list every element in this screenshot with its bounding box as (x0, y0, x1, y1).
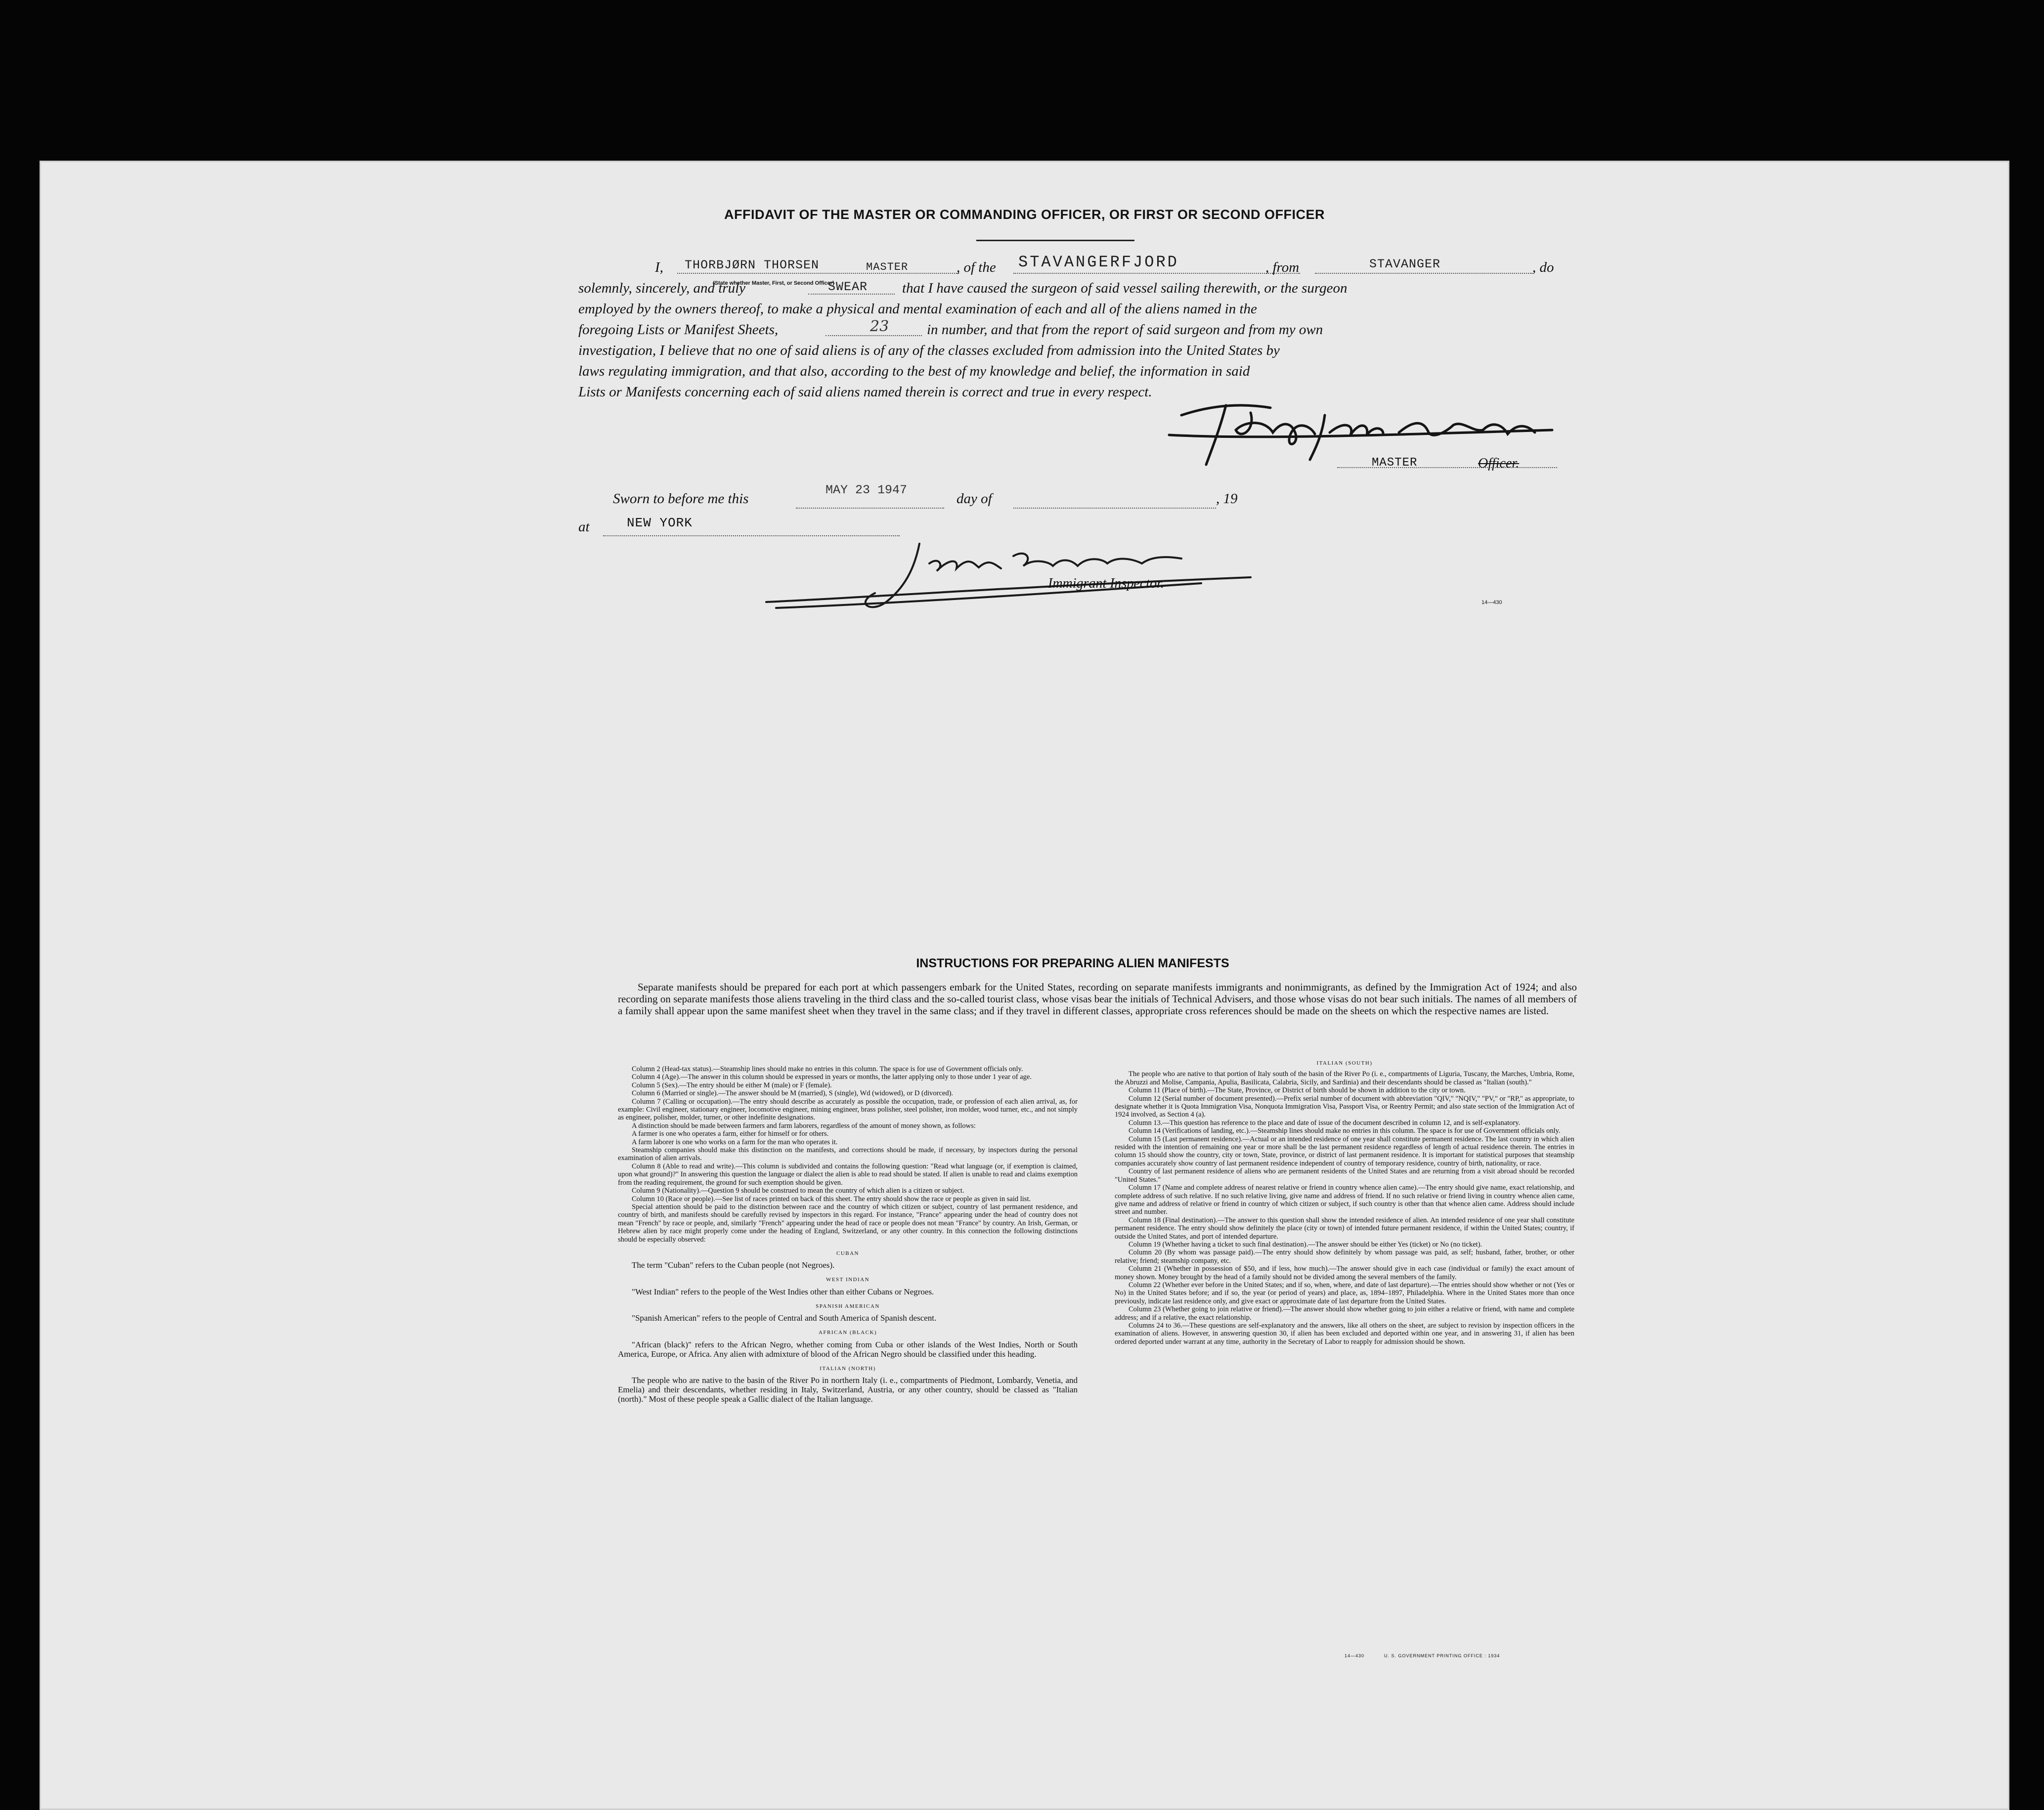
at-text: at (578, 519, 590, 535)
instruction-paragraph: Column 10 (Race or people).—See list of races printed on back of this sheet. The entry should show the race or people as given in said list. (632, 1195, 1031, 1203)
affidavit-line-4 (578, 319, 1560, 340)
sworn-lead: Sworn to before me this (613, 491, 749, 507)
instruction-paragraph: "West Indian" refers to the people of the West Indies other than either Cubans or Negroes. (632, 1287, 934, 1296)
instructions-right-column (1115, 1059, 1574, 1346)
footer-form-number: 14—430 (1345, 1653, 1365, 1658)
instruction-paragraph: Column 17 (Name and complete address of nearest relative or friend in country whence alien came).—The entry should give name, exact relationship, and complete address of such relative. If no such relative living, give name and address of friend. If no such relative or friend living in country whence alien came, give name and address of relative or friend in country of which citizen or subject, if such country is other than that whence alien came. Address should include street and number. (1115, 1184, 1574, 1216)
instruction-paragraph: Column 19 (Whether having a ticket to such final destination).—The answer should be either Yes (ticket) or No (no ticket). (1129, 1240, 1482, 1249)
instruction-paragraph: Column 9 (Nationality).—Question 9 should be construed to mean the country of which alien is a citizen or subject. (632, 1187, 964, 1195)
instruction-paragraph: The people who are native to that portion of Italy south of the basin of the River Po (i. e., compartments of Liguria, Tuscany, the Marches, Umbria, Rome, the Abruzzi and Molise, Campania, Apulia, Basilicata, Calabria, Sicily, and Sardinia) and their descendants should be classed as "Italian (south)." (1115, 1070, 1574, 1086)
instructions-intro: Separate manifests should be prepared for each port at which passengers embark for the United States, recording on separate manifests immigrants and nonimmigrants, as defined by the Immigration Act of 1924; and also recording on separate manifests those aliens traveling in the third class and the so-called tourist class, whose visas bear the initials of Technical Advisers, and those whose visas do not bear such initials. The names of all members of a family shall appear upon the same manifest sheet when they travel in the same class; and if they travel in different classes, appropriate cross references should be made on the sheets on which the respective names are listed. (618, 981, 1577, 1017)
officer-rank: MASTER (866, 261, 909, 273)
instruction-paragraph: Column 4 (Age).—The answer in this column should be expressed in years or months, the latter applying only to those under 1 year of age. (632, 1073, 1032, 1081)
instruction-paragraph: Steamship companies should make this distinction on the manifests, and corrections should be made, if necessary, by inspectors during the personal examination of alien arrivals. (618, 1146, 1078, 1163)
section-heading: ITALIAN (NORTH) (820, 1365, 876, 1372)
instruction-paragraph: The term "Cuban" refers to the Cuban people (not Negroes). (632, 1260, 835, 1270)
day-of-text: day of (957, 491, 992, 507)
instruction-paragraph: A distinction should be made between farmers and farm laborers, regardless of the amount of money shown, as follows: (632, 1121, 976, 1130)
instruction-paragraph: Column 5 (Sex).—The entry should be either M (male) or F (female). (632, 1081, 832, 1089)
instructions-left-column (618, 1065, 1078, 1404)
signer-title-printed: Officer. (1478, 456, 1520, 471)
do-text: , do (1532, 259, 1554, 275)
ship-blank (1013, 273, 1300, 274)
from-text: , from (1265, 259, 1300, 275)
instructions-title: INSTRUCTIONS FOR PREPARING ALIEN MANIFESTS (916, 956, 1229, 970)
year-prefix: , 19 (1216, 491, 1238, 507)
section-heading: WEST INDIAN (826, 1277, 870, 1283)
affidavit-lead: I, (655, 259, 663, 275)
instruction-paragraph: Column 14 (Verifications of landing, etc.).—Steamship lines should make no entries in this column. The space is for use of Government officials only. (1129, 1127, 1561, 1135)
instruction-paragraph: Country of last permanent residence of aliens who are permanent residents of the United States and are returning from a visit abroad should be recorded "United States." (1115, 1167, 1574, 1184)
signature-line (1337, 467, 1557, 468)
affidavit-body (578, 253, 1560, 402)
section-heading: AFRICAN (BLACK) (818, 1330, 877, 1336)
instruction-paragraph: Column 12 (Serial number of document presented).—Prefix serial number of document with abbreviation "QIV," "NQIV," "PV," or "RP," as appropriate, to designate whether it is Quota Immigration Visa, Nonquota Immigration Visa, Passport Visa, or Reentry Permit; and also state section of the Immigration Act of 1924 involved, as Section 4 (a). (1115, 1094, 1574, 1119)
instruction-paragraph: Column 21 (Whether in possession of $50, and if less, how much).—The answer should give in each case (individual or family) the exact amount of money shown. Money brought by the head of a family should not be divided among the several members of the family. (1115, 1265, 1574, 1281)
affidavit-text: foregoing Lists or Manifest Sheets, (578, 322, 779, 338)
inspector-title: Immigrant Inspector. (1048, 576, 1164, 591)
instruction-paragraph: Column 15 (Last permanent residence).—Actual or an intended residence of one year shall constitute permanent residence. The last country in which alien resided with the intention of remaining one year or more shall be the last permanent residence regardless of length of actual residence therein. The entries in column 15 should show the country, city or town, State, province, or district of last permanent residence. It is important for statistical purposes that steamship companies accurately show country of last permanent residence independent of country of temporary residence, country of birth, nationality, or race. (1115, 1135, 1574, 1167)
affidavit-title: AFFIDAVIT OF THE MASTER OR COMMANDING OFFICER, OR FIRST OR SECOND OFFICER (724, 207, 1325, 222)
of-the-text: , of the (957, 259, 996, 275)
instruction-paragraph: Column 2 (Head-tax status).—Steamship lines should make no entries in this column. The space is for use of Government officials only. (632, 1065, 1023, 1073)
section-heading: CUBAN (836, 1250, 859, 1256)
instruction-paragraph: "African (black)" refers to the African Negro, whether coming from Cuba or other islands of the West Indies, North or South America, Europe, or Africa. Any alien with admixture of blood of the African Negro should be classified under this heading. (618, 1339, 1078, 1359)
port-name: STAVANGER (1369, 257, 1441, 271)
section-heading: SPANISH AMERICAN (816, 1303, 880, 1309)
officer-name: THORBJØRN THORSEN (685, 258, 820, 272)
oath-word: SWEAR (828, 280, 868, 294)
section-heading: ITALIAN (SOUTH) (1316, 1060, 1373, 1066)
sworn-place: NEW YORK (627, 516, 693, 530)
affidavit-line-6 (578, 361, 1560, 382)
affidavit-line-3 (578, 299, 1560, 319)
instruction-paragraph: Column 20 (By whom was passage paid).—The entry should show definitely by whom passage was paid, as self; husband, father, brother, or other relative; friend; steamship company, etc. (1115, 1249, 1574, 1265)
affidavit-line-2 (578, 278, 1560, 299)
affidavit-text: employed by the owners thereof, to make a physical and mental examination of each and all of the aliens named in the (578, 301, 1257, 317)
title-rule (976, 240, 1134, 241)
instruction-paragraph: "Spanish American" refers to the people of Central and South America of Spanish descent. (632, 1313, 937, 1323)
instruction-paragraph: Column 22 (Whether ever before in the United States; and if so, when, where, and date of last departure).—The entries should show whether or not (Yes or No) in the United States before; and if so, the year (or period of years) and place, as, 1894–1897, Philadelphia. Where in the United States more than once previously, indicate last residence only, and give exact or approximate date of last departure from the United States. (1115, 1281, 1574, 1305)
affidavit-text: laws regulating immigration, and that also, according to the best of my knowledge and belief, the information in said (578, 363, 1250, 379)
inspector-signature (756, 529, 1261, 623)
sworn-date-stamp: MAY 23 1947 (826, 483, 908, 497)
instruction-paragraph: Column 18 (Final destination).—The answer to this question shall show the intended residence of alien. An intended residence of one year shall constitute permanent residence. The entry should show definitely the place (city or town) of intended future permanent residence, if within the United States; country, if outside the United States, and port of intended departure. (1115, 1216, 1574, 1241)
instruction-paragraph: Column 7 (Calling or occupation).—The entry should describe as accurately as possible the occupation, trade, or profession of each alien arrival, as, for example: Civil engineer, stationary engineer, locomotive engineer, mining engineer, brass polisher, steel polisher, iron molder, wood turner, etc., and not simply as engineer, polisher, molder, turner, or other indefinite designations. (618, 1097, 1078, 1122)
signer-title-stamp: MASTER (1372, 456, 1418, 470)
sworn-date-blank (796, 508, 944, 509)
form-number: 14—430 (1481, 600, 1502, 605)
instruction-paragraph: A farm laborer is one who works on a farm for the man who operates it. (632, 1138, 838, 1146)
instruction-paragraph: A farmer is one who operates a farm, either for himself or for others. (632, 1130, 829, 1138)
instruction-paragraph: The people who are native to the basin of the River Po in northern Italy (i. e., compartments of Piedmont, Lombardy, Venetia, and Emelia) and their descendants, whether residing in Italy, Switzerland, Austria, or any other country, should be classed as "Italian (north)." Most of these people speak a Gallic dialect of the Italian language. (618, 1375, 1078, 1404)
affidavit-text: Lists or Manifests concerning each of said aliens named therein is correct and true in every respect. (578, 384, 1152, 400)
affidavit-text: investigation, I believe that no one of said aliens is of any of the classes excluded from admission into the United States by (578, 343, 1280, 358)
ship-name: STAVANGERFJORD (1018, 253, 1179, 271)
affidavit-line-5 (578, 340, 1560, 361)
instruction-paragraph: Special attention should be paid to the distinction between race and the country of which citizen or subject, country of last permanent residence, and country of birth, and manifests should be carefully revised by inspectors in this regard. For instance, "France" appearing under the head of country does not mean "French" by race or people, and, similarly "French" appearing under the head of race or people does not mean "France" by country. An Irish, German, or Hebrew alien by race might properly come under the heading of England, Switzerland, or any other country. In this connection the following distinctions should be especially observed: (618, 1203, 1078, 1244)
instruction-paragraph: Column 6 (Married or single).—The answer should be M (married), S (single), Wd (widowed), or D (divorced). (632, 1089, 954, 1098)
document-page (40, 161, 2009, 1810)
affidavit-text: in number, and that from the report of said surgeon and from my own (927, 322, 1323, 338)
instruction-paragraph: Column 11 (Place of birth).—The State, Province, or District of birth should be shown in addition to the city or town. (1129, 1086, 1466, 1095)
affidavit-text: that I have caused the surgeon of said vessel sailing therewith, or the surgeon (902, 280, 1348, 296)
rank-caption: (State whether Master, First, or Second Officer) (713, 280, 834, 286)
month-blank (1013, 508, 1216, 509)
instruction-paragraph: Column 8 (Able to read and write).—This column is subdivided and contains the following question: "Read what language (or, if exemption is claimed, upon what ground)?" In answering this question the language or dialect the alien is able to read should be stated. If alien is unable to read and claims exemption from the reading requirement, the ground for such exemption should be given. (618, 1162, 1078, 1187)
affidavit-text: solemnly, sincerely, and truly (578, 280, 746, 296)
sheets-count: 23 (870, 318, 889, 335)
instruction-paragraph: Columns 24 to 36.—These questions are self-explanatory and the answers, like all others on the sheet, are subject to revision by inspection officers in the examination of aliens. However, in answering question 30, if alien has been excluded and deported within one year, and in answering 31, if alien has been ordered deported under warrant at any time, authority in the Secretary of Labor to reapply for admission should be shown. (1115, 1322, 1574, 1346)
footer-printer: U. S. GOVERNMENT PRINTING OFFICE : 1934 (1384, 1653, 1500, 1658)
instruction-paragraph: Column 23 (Whether going to join relative or friend).—The answer should show whether going to join either a relative or friend, with name and complete address; and if a relative, the exact relationship. (1115, 1305, 1574, 1322)
instruction-paragraph: Column 13.—This question has reference to the place and date of issue of the document described in column 12, and is self-explanatory. (1129, 1119, 1521, 1127)
